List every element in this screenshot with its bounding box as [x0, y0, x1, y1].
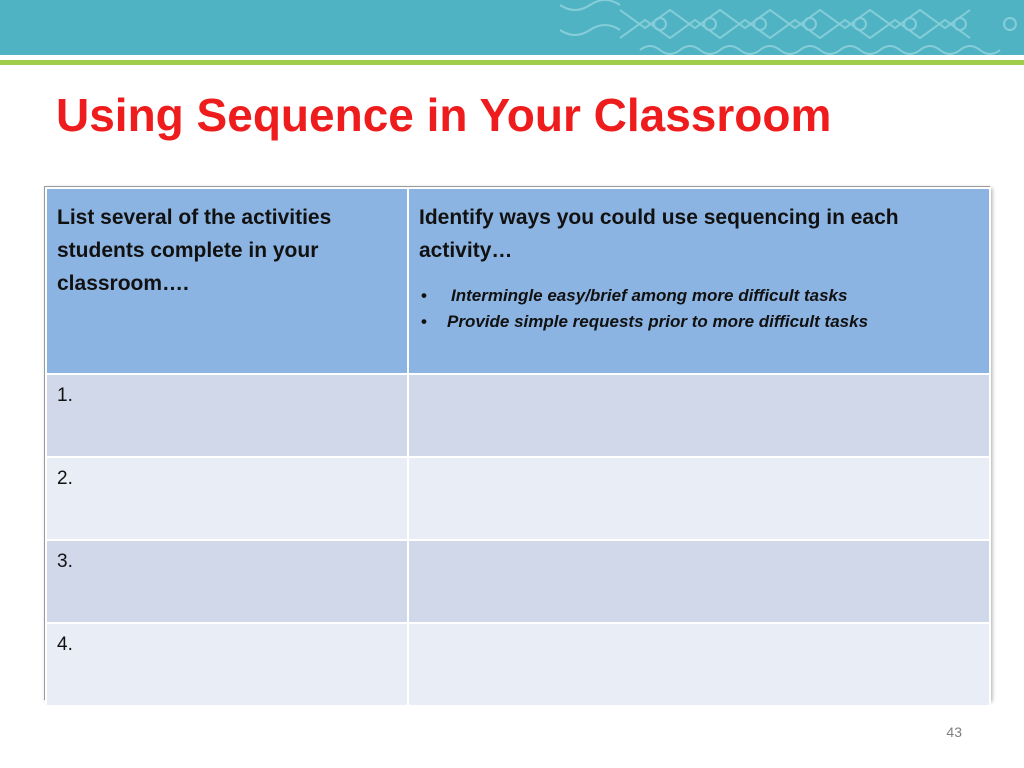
row-number: 2. — [57, 468, 73, 489]
tip-item — [419, 283, 979, 309]
page-number: 43 — [946, 724, 962, 740]
table-row — [46, 374, 990, 457]
table-row — [46, 457, 990, 540]
row-number: 4. — [57, 634, 73, 655]
table-row — [46, 540, 990, 623]
sequencing-cell[interactable] — [408, 540, 990, 623]
table-row — [46, 623, 990, 706]
sequencing-cell[interactable] — [408, 623, 990, 706]
slide-title: Using Sequence in Your Classroom — [56, 89, 832, 141]
activity-cell[interactable] — [46, 374, 408, 457]
sequence-table — [44, 186, 990, 700]
activity-cell[interactable] — [46, 540, 408, 623]
tip-text: Intermingle easy/brief among more difficult tasks — [451, 286, 848, 305]
activity-cell[interactable] — [46, 623, 408, 706]
decorative-pattern-icon — [0, 0, 1024, 55]
tip-text: Provide simple requests prior to more difficult tasks — [447, 312, 869, 331]
header-divider-green — [0, 60, 1024, 65]
header-activities-text: List several of the activities students complete in your classroom…. — [57, 206, 332, 295]
row-number: 3. — [57, 551, 73, 572]
activity-cell[interactable] — [46, 457, 408, 540]
tip-item — [419, 309, 979, 335]
tips-list — [419, 283, 979, 335]
sequencing-cell[interactable] — [408, 457, 990, 540]
header-sequencing-cell — [408, 188, 990, 374]
header-sequencing-text: Identify ways you could use sequencing in each activity… — [419, 206, 899, 262]
header-banner — [0, 0, 1024, 55]
bullet-icon: • — [421, 312, 427, 331]
bullet-icon: • — [421, 286, 427, 305]
table-header-row — [46, 188, 990, 374]
sequencing-cell[interactable] — [408, 374, 990, 457]
header-activities-cell — [46, 188, 408, 374]
row-number: 1. — [57, 385, 73, 406]
sequence-table-grid — [45, 187, 991, 707]
